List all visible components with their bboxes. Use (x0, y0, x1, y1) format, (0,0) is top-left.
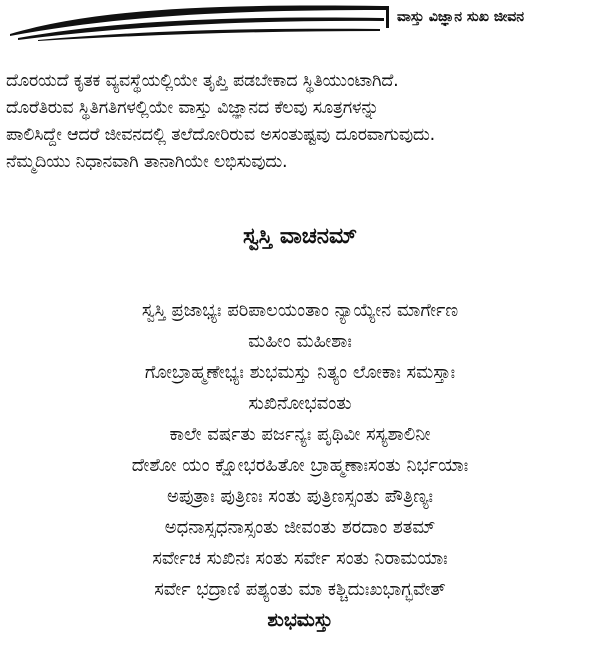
swoosh-ornament-icon (8, 2, 388, 42)
paragraph-line: ದೊರೆತಿರುವ ಸ್ಥಿತಿಗತಿಗಳಲ್ಲಿಯೇ ವಾಸ್ತು ವಿಜ್ಞಾನದ ಕೆಲವು ಸೂತ್ರಗಳನ್ನು (6, 98, 379, 118)
verse-line: ಅಪುತ್ರಾಃ ಪುತ್ರಿಣಃ ಸಂತು ಪುತ್ರಿಣಸ್ಸಂತು ಪೌತ್ರಿಣ್ಯಃ (166, 486, 434, 507)
verse-line: ಸರ್ವೇಚ ಸುಖಿನಃ ಸಂತು ಸರ್ವೇ ಸಂತು ನಿರಾಮಯಾಃ (152, 548, 448, 569)
verse-line: ಸ್ವಸ್ತಿ ಪ್ರಜಾಭ್ಯಃ ಪರಿಪಾಲಯಂತಾಂ ನ್ಯಾಯ್ಯೇನ ಮಾರ್ಗೇಣ (141, 300, 459, 321)
verse-closing-line: ಶುಭಮಸ್ತು (267, 609, 333, 631)
verse-block (0, 295, 600, 636)
verse-line: ಸುಖಿನೋಭವಂತು (248, 393, 352, 414)
verse-line: ಅಧನಾಸ್ಸಧನಾಸ್ಸಂತು ಜೀವಂತು ಶರದಾಂ ಶತಮ್ (164, 517, 436, 538)
paragraph-line: ದೊರಯದೆ ಕೃತಕ ವ್ಯವಸ್ಥೆಯಲ್ಲಿಯೇ ತೃಪ್ತಿ ಪಡಬೇಕಾದ ಸ್ಥಿತಿಯುಂಟಾಗಿದೆ. (6, 71, 399, 91)
paragraph-line: ನೆಮ್ಮದಿಯು ನಿಧಾನವಾಗಿ ತಾನಾಗಿಯೇ ಲಭಿಸುವುದು. (6, 152, 288, 172)
section-title: ಸ್ವಸ್ತಿ ವಾಚನಮ್ (242, 224, 358, 249)
verse-line: ಮಹೀಂ ಮಹೀಶಾಃ (248, 331, 352, 352)
verse-line: ದೇಶೋ ಯಂ ಕ್ಷೋಭರಹಿತೋ ಬ್ರಾಹ್ಮಣಾಃಸಂತು ನಿರ್ಭಯಾಃ (131, 455, 469, 476)
page-header (0, 0, 600, 46)
verse-line: ಸರ್ವೇ ಭದ್ರಾಣಿ ಪಶ್ಯಂತು ಮಾ ಕಶ್ಚಿದುಃಖಭಾಗ್ಭವೇತ್ (154, 579, 446, 600)
running-head: ವಾಸ್ತು ವಿಜ್ಞಾನ ಸುಖ ಜೀವನ (386, 6, 524, 28)
verse-line: ಗೋಬ್ರಾಹ್ಮಣೇಭ್ಯಃ ಶುಭಮಸ್ತು ನಿತ್ಯಂ ಲೋಕಾಃ ಸಮಸ್ತಾಃ (144, 362, 456, 383)
body-paragraph (6, 68, 594, 176)
paragraph-line: ಪಾಲಿಸಿದ್ದೇ ಆದರೆ ಜೀವನದಲ್ಲಿ ತಲೆದೋರಿರುವ ಅಸಂತುಷ್ಟವು ದೂರವಾಗುವುದು. (6, 125, 435, 145)
verse-line: ಕಾಲೇ ವರ್ಷತು ಪರ್ಜನ್ಯಃ ಪೃಥಿವೀ ಸಸ್ಯಶಾಲಿನೀ (169, 424, 431, 445)
